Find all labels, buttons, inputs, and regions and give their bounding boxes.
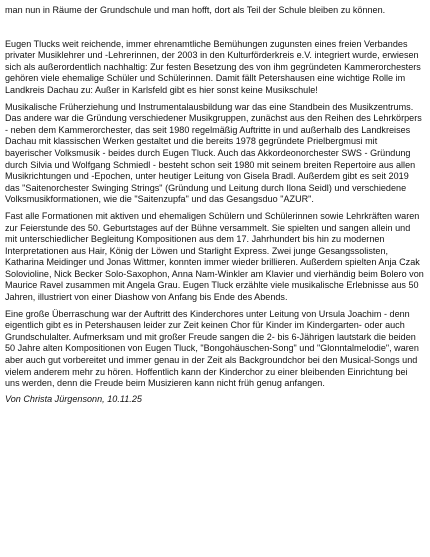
article-paragraph: man nun in Räume der Grundschule und man hofft, dort als Teil der Schule bleiben zu können. bbox=[5, 5, 386, 15]
article-paragraph: Fast alle Formationen mit aktiven und ehemaligen Schülern und Schülerinnen sowie Lehrkräften waren zur Feierstunde des 50. Geburtstages auf der Bühne versammelt. Sie spielten und sangen allein und mit unterschiedlicher Begleitung Kompositionen aus dem 17. Jahrhundert bis hin zu modernen Interpretationen aus Hair, König der Löwen und Starlight Express. Zwei junge Gesangssolisten, Katharina Meidinger und Jonas Wittmer, konnten immer wieder brillieren. Außerdem spielten Anja Czak Solovioline, Nick Becker Solo-Saxophon, Anna Nam-Winkler am Klavier und vierhändig beim Bolero von Maurice Ravel zusammen mit Angela Grau. Eugen Tluck erzählte viele musikalische Erlebnisse aus 50 Jahren, illustriert von einer Diashow von Anfang bis Ende des Abends. bbox=[5, 210, 424, 303]
author-signature: Von Christa Jürgensonn, 10.11.25 bbox=[5, 393, 142, 404]
article-paragraph: Eugen Tlucks weit reichende, immer ehrenamtliche Bemühungen zugunsten eines freien Verbandes privater Musiklehrer und -Lehrerinnen, der 2003 in den Kulturförderkreis e.V. integriert wurde, erwiesen sich als außerordentlich nachhaltig: Zur festen Besetzung des von ihm gegründeten Kammerorchesters gehören viele ehemalige Schüler und Schülerinnen. Damit fällt Petershausen eine wichtige Rolle im Landkreis Dachau zu: Außer in Karlsfeld gibt es hier sonst keine Musikschule! bbox=[5, 38, 421, 95]
article-paragraph: Eine große Überraschung war der Auftritt des Kinderchores unter Leitung von Ursula Joachim - denn eigentlich gibt es in Petershausen leider zur Zeit keinen Chor für Kinder im Kindergarten- oder auch Grundschulalter. Aufmerksam und mit großer Freude sangen die 2- bis 6-Jährigen lautstark die beiden 50 Jahre alten Kompositionen von Eugen Tluck, "Bongohäuschen-Song" und "Glonntalmelodie", waren aber auch gut vorbereitet und immer genau in der Zeit als Backgroundchor bei den Musical-Songs und vielem anderem mehr zu hören. Hoffentlich kann der Kinderchor zu einer bleibenden Einrichtung bei uns werden, denn die Freude beim Musizieren kann nicht früh genug anfangen. bbox=[5, 308, 419, 389]
article-paragraph: Musikalische Früherziehung und Instrumentalausbildung war das eine Standbein des Musikzentrums. Das andere war die Gründung verschiedener Musikgruppen, zunächst aus den Reihen des Lehrkörpers - neben dem Kammerorchester, das seit 1980 regelmäßig Auftritte in und außerhalb des Landkreises Dachau mit klassischen Werken gestaltet und die bereits 1978 gegründete Prielbergmusi mit bayerischer Volksmusik - beides durch Eugen Tluck. Auch das Akkordeonorchester SWS - Gründung durch Silvia und Wolfgang Schmiedl - besteht schon seit 1980 mit seinem breiten Repertoire aus allen Musikrichtungen und -Epochen, unter heutiger Leitung von Gisela Bradl. Außerdem gibt es seit 2019 das "Saitenorchester Swinging Strings" (Gründung und Leitung durch Ilona Seidl) und verschiedene Volksmusikformationen, wie die "Saitenzupfa" und das Gesangsduo "AZUR". bbox=[5, 101, 422, 205]
